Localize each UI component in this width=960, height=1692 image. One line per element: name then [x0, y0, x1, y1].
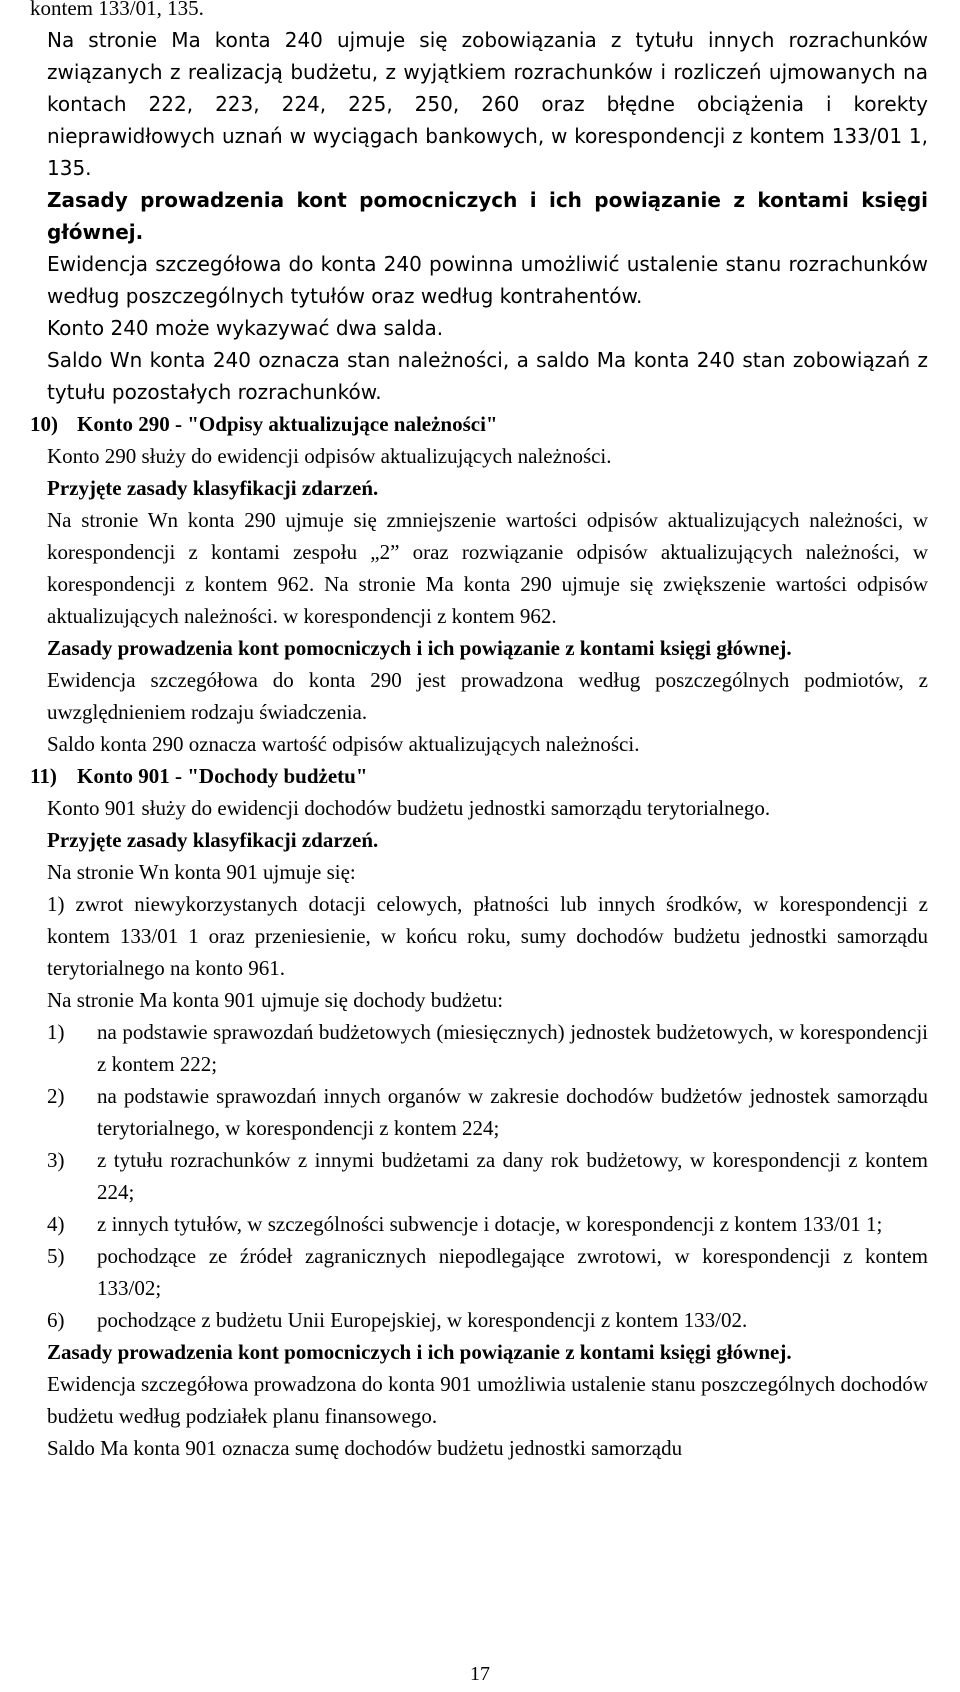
list-item-text: pochodzące z budżetu Unii Europejskiej, w korespondencji z kontem 133/02.	[97, 1308, 748, 1332]
paragraph: Ewidencja szczegółowa prowadzona do konta 901 umożliwia ustalenie stanu poszczególnych dochodów budżetu według podziałek planu finansowego.	[47, 1372, 928, 1428]
list-item	[30, 1240, 928, 1304]
list-item-number: 6)	[47, 1308, 65, 1332]
page-content	[30, 0, 928, 1464]
list-item	[30, 1016, 928, 1080]
section-number: 10)	[30, 412, 58, 436]
paragraph: Ewidencja szczegółowa do konta 290 jest prowadzona według poszczególnych podmiotów, z uwzględnieniem rodzaju świadczenia.	[47, 668, 928, 724]
list-item-number: 2)	[47, 1084, 65, 1108]
paragraph: Na stronie Ma konta 240 ujmuje się zobowiązania z tytułu innych rozrachunków związanych z realizacją budżetu, z wyjątkiem rozrachunków i rozliczeń ujmowanych na kontach 222, 223, 224, 225, 250, 260 oraz błędne obciążenia i korekty nieprawidłowych uznań w wyciągach bankowych, w korespondencji z kontem 133/01 1, 135.	[47, 28, 928, 180]
paragraph: Konto 290 służy do ewidencji odpisów aktualizujących należności.	[47, 444, 612, 468]
paragraph: Saldo Ma konta 901 oznacza sumę dochodów budżetu jednostki samorządu	[47, 1436, 683, 1460]
list-item-text: z innych tytułów, w szczególności subwencje i dotacje, w korespondencji z kontem 133/01 1;	[97, 1212, 883, 1236]
list-item	[30, 1304, 928, 1336]
list-item-number: 5)	[47, 1244, 65, 1268]
paragraph: Na stronie Ma konta 901 ujmuje się dochody budżetu:	[47, 988, 504, 1012]
section-11-title	[30, 760, 928, 792]
paragraph: Saldo konta 290 oznacza wartość odpisów aktualizujących należności.	[47, 732, 640, 756]
paragraph: Konto 901 służy do ewidencji dochodów budżetu jednostki samorządu terytorialnego.	[47, 796, 771, 820]
paragraph: Ewidencja szczegółowa do konta 240 powinna umożliwić ustalenie stanu rozrachunków według poszczególnych tytułów oraz według kontrahentów.	[47, 252, 928, 308]
list-item-text: pochodzące ze źródeł zagranicznych niepodlegające zwrotowi, w korespondencji z kontem 133/02;	[97, 1244, 928, 1300]
section-10-title	[30, 408, 928, 440]
numbered-list	[30, 1016, 928, 1336]
section-title: Konto 290 - "Odpisy aktualizujące należności"	[77, 412, 498, 436]
list-item-number: 1)	[47, 1020, 65, 1044]
section-number: 11)	[30, 764, 57, 788]
paragraph: Saldo Wn konta 240 oznacza stan należności, a saldo Ma konta 240 stan zobowiązań z tytułu pozostałych rozrachunków.	[47, 348, 928, 404]
page-number: 17	[470, 1663, 490, 1685]
list-item-number: 3)	[47, 1148, 65, 1172]
section-heading: Zasady prowadzenia kont pomocniczych i ich powiązanie z kontami księgi głównej.	[47, 1340, 792, 1364]
paragraph: kontem 133/01, 135.	[30, 0, 204, 20]
section-heading: Zasady prowadzenia kont pomocniczych i ich powiązanie z kontami księgi głównej.	[47, 188, 928, 244]
paragraph: 1) zwrot niewykorzystanych dotacji celowych, płatności lub innych środków, w korespondencji z kontem 133/01 1 oraz przeniesienie, w końcu roku, sumy dochodów budżetu jednostki samorządu terytorialnego na konto 961.	[47, 892, 928, 980]
list-item-text: na podstawie sprawozdań budżetowych (miesięcznych) jednostek budżetowych, w korespondencji z kontem 222;	[97, 1020, 928, 1076]
paragraph: Konto 240 może wykazywać dwa salda.	[47, 316, 444, 340]
paragraph: Na stronie Wn konta 290 ujmuje się zmniejszenie wartości odpisów aktualizujących należności, w korespondencji z kontami zespołu „2” oraz rozwiązanie odpisów aktualizujących należności, w korespondencji z kontem 962. Na stronie Ma konta 290 ujmuje się zwiększenie wartości odpisów aktualizujących należności. w korespondencji z kontem 962.	[47, 508, 928, 628]
list-item-text: na podstawie sprawozdań innych organów w zakresie dochodów budżetów jednostek samorządu terytorialnego, w korespondencji z kontem 224;	[97, 1084, 928, 1140]
list-item	[30, 1144, 928, 1208]
section-title: Konto 901 - "Dochody budżetu"	[77, 764, 368, 788]
section-heading: Przyjęte zasady klasyfikacji zdarzeń.	[47, 828, 379, 852]
paragraph: Na stronie Wn konta 901 ujmuje się:	[47, 860, 356, 884]
list-item	[30, 1208, 928, 1240]
list-item-number: 4)	[47, 1212, 65, 1236]
section-heading: Zasady prowadzenia kont pomocniczych i ich powiązanie z kontami księgi głównej.	[47, 636, 792, 660]
list-item	[30, 1080, 928, 1144]
section-heading: Przyjęte zasady klasyfikacji zdarzeń.	[47, 476, 379, 500]
list-item-text: z tytułu rozrachunków z innymi budżetami za dany rok budżetowy, w korespondencji z kontem 224;	[97, 1148, 928, 1204]
